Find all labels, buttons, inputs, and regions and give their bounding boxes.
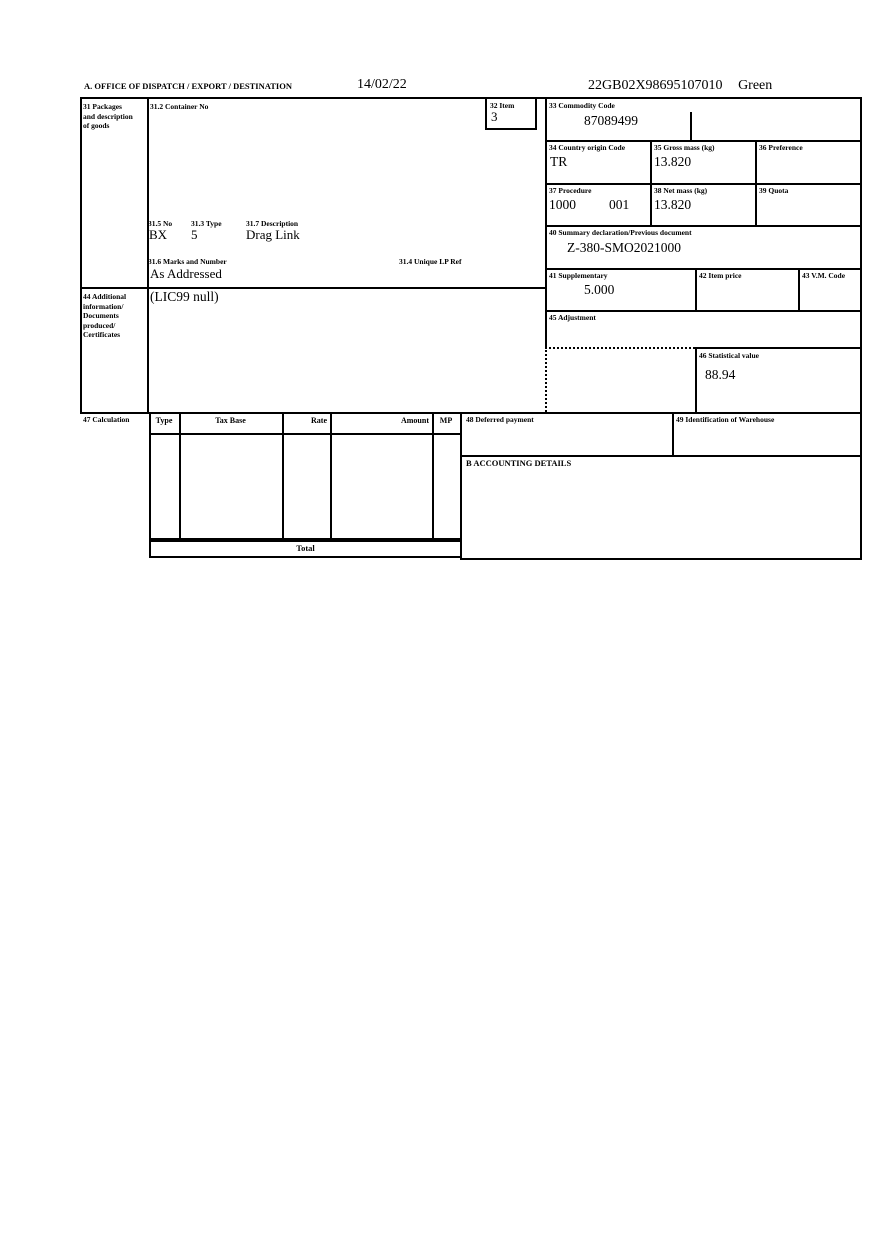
- declaration-reference: 22GB02X98695107010: [588, 78, 723, 93]
- line: [695, 268, 697, 310]
- goods-description-label: 31.7 Description: [246, 219, 299, 228]
- net-mass-value: 13.820: [654, 197, 692, 212]
- previous-document-label: 40 Summary declaration/Previous document: [549, 228, 692, 237]
- marks-number-value: As Addressed: [150, 266, 222, 281]
- line: [695, 347, 697, 412]
- container-no-label: 31.2 Container No: [150, 102, 209, 111]
- line: [545, 310, 862, 312]
- calc-col-tax-base: Tax Base: [215, 416, 246, 425]
- preference-label: 36 Preference: [759, 143, 803, 152]
- line: [149, 412, 151, 538]
- sad-form-grid: [80, 97, 862, 560]
- line: [860, 97, 862, 560]
- additional-info-value: (LIC99 null): [150, 289, 219, 304]
- gross-mass-label: 35 Gross mass (kg): [654, 143, 715, 152]
- statistical-value-label: 46 Statistical value: [699, 351, 759, 360]
- line: [545, 268, 862, 270]
- item-price-label: 42 Item price: [699, 271, 742, 280]
- calc-col-type: Type: [155, 416, 173, 425]
- line: [672, 412, 674, 455]
- line: [147, 97, 149, 412]
- item-label: 32 Item: [490, 101, 515, 110]
- package-type-label: 31.3 Type: [191, 219, 222, 228]
- line: [460, 558, 862, 560]
- unique-lp-ref-label: 31.4 Unique LP Ref: [399, 257, 462, 266]
- line: [798, 268, 800, 310]
- calculation-label: 47 Calculation: [83, 415, 130, 424]
- line: [432, 412, 434, 538]
- procedure-value-1: 1000: [549, 197, 576, 212]
- deferred-payment-label: 48 Deferred payment: [466, 415, 534, 424]
- line: [149, 433, 462, 435]
- country-origin-label: 34 Country origin Code: [549, 143, 626, 152]
- item-value: 3: [491, 109, 498, 124]
- package-no-label: 31.5 No: [148, 219, 173, 228]
- goods-description-value: Drag Link: [246, 227, 300, 242]
- supplementary-label: 41 Supplementary: [549, 271, 608, 280]
- calc-col-mp: MP: [439, 416, 453, 425]
- country-origin-value: TR: [550, 154, 568, 169]
- routing-status: Green: [738, 78, 773, 93]
- commodity-code-label: 33 Commodity Code: [549, 101, 615, 110]
- accounting-details-label: B ACCOUNTING DETAILS: [466, 458, 572, 468]
- dotted-line: [545, 347, 695, 349]
- line: [282, 412, 284, 538]
- calc-col-rate: Rate: [311, 416, 327, 425]
- previous-document-value: Z-380-SMO2021000: [567, 240, 681, 255]
- item-number-box: [485, 97, 537, 130]
- vm-code-label: 43 V.M. Code: [802, 271, 846, 280]
- line: [650, 140, 652, 225]
- additional-info-label: 44 Additional information/ Documents produced/ Certificates: [83, 292, 127, 339]
- calc-total-row: [149, 540, 462, 558]
- line: [545, 140, 862, 142]
- marks-number-label: 31.6 Marks and Number: [148, 257, 227, 266]
- line: [755, 140, 757, 225]
- warehouse-id-label: 49 Identification of Warehouse: [676, 415, 775, 424]
- line: [460, 455, 862, 457]
- packages-description-label: 31 Packages and description of goods: [83, 102, 133, 130]
- commodity-code-value: 87089499: [584, 113, 638, 128]
- package-type-value: 5: [191, 227, 198, 242]
- statistical-value: 88.94: [705, 367, 736, 382]
- declaration-reference-group: [588, 78, 772, 94]
- line: [545, 225, 862, 227]
- line: [80, 97, 862, 99]
- gross-mass-value: 13.820: [654, 154, 692, 169]
- line: [690, 112, 692, 140]
- procedure-value-2: 001: [609, 197, 630, 212]
- supplementary-value: 5.000: [584, 282, 615, 297]
- office-of-dispatch-label: A. OFFICE OF DISPATCH / EXPORT / DESTINATION: [84, 81, 292, 91]
- dotted-line: [545, 347, 547, 412]
- adjustment-label: 45 Adjustment: [549, 313, 596, 322]
- calc-col-amount: Amount: [400, 416, 429, 425]
- line: [695, 347, 862, 349]
- quota-label: 39 Quota: [759, 186, 789, 195]
- line: [80, 97, 82, 412]
- net-mass-label: 38 Net mass (kg): [654, 186, 708, 195]
- line: [179, 412, 181, 538]
- line: [80, 412, 862, 414]
- line: [460, 412, 462, 540]
- line: [545, 183, 862, 185]
- line: [330, 412, 332, 538]
- procedure-label: 37 Procedure: [549, 186, 592, 195]
- declaration-date: 14/02/22: [357, 77, 407, 92]
- total-label: Total: [296, 543, 315, 553]
- package-no-value: BX: [149, 227, 168, 242]
